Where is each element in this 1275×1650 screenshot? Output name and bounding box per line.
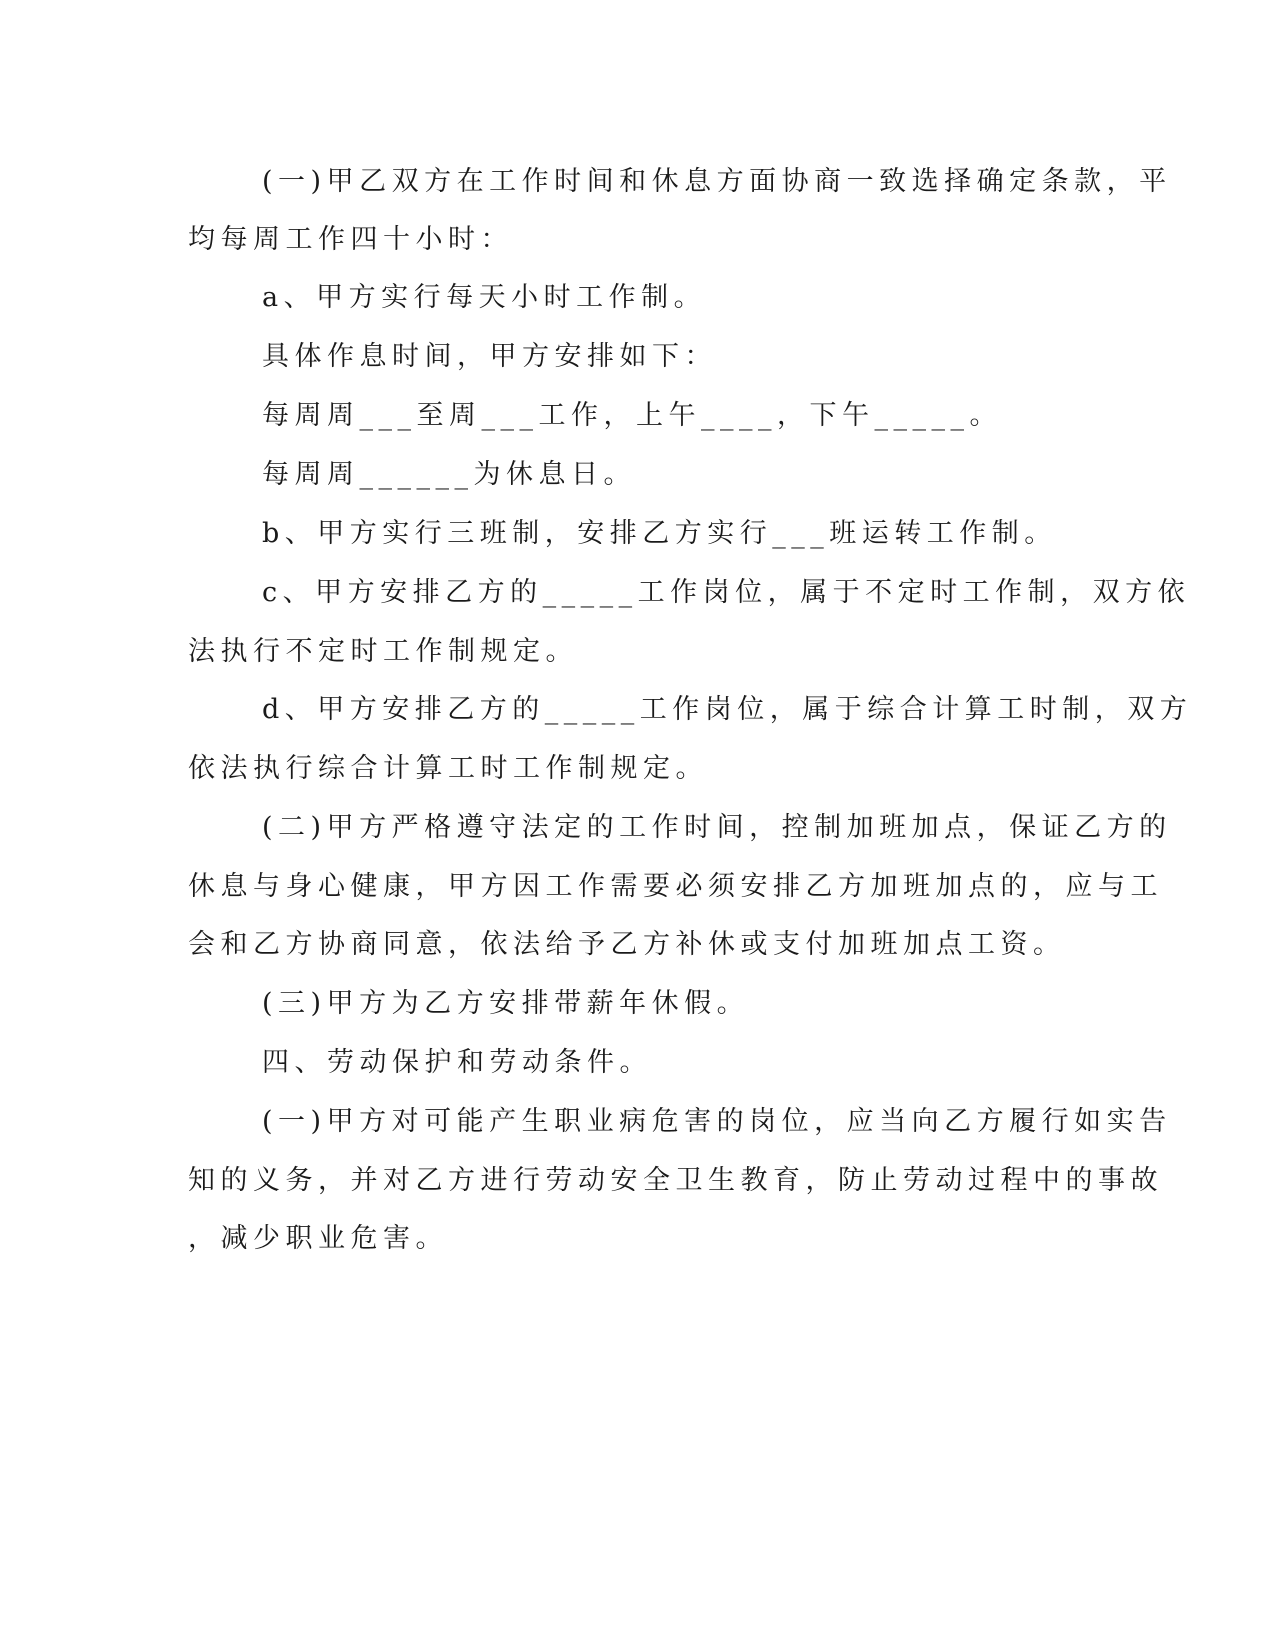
paragraph-work-hours-line-1: (一)甲乙双方在工作时间和休息方面协商一致选择确定条款，平: [262, 166, 1172, 197]
paragraph-occupational-hazard-line-1: (一)甲方对可能产生职业病危害的岗位，应当向乙方履行如实告: [262, 1106, 1172, 1137]
paragraph-overtime-line-1: (二)甲方严格遵守法定的工作时间，控制加班加点，保证乙方的: [262, 812, 1172, 843]
schedule-intro: 具体作息时间，甲方安排如下：: [262, 341, 717, 372]
clause-c-line-2: 法执行不定时工作制规定。: [188, 636, 578, 667]
paragraph-occupational-hazard-line-2: 知的义务，并对乙方进行劳动安全卫生教育，防止劳动过程中的事故: [188, 1165, 1163, 1196]
paragraph-annual-leave: (三)甲方为乙方安排带薪年休假。: [262, 988, 750, 1019]
clause-d-line-1: d、甲方安排乙方的_____工作岗位，属于综合计算工时制，双方: [262, 694, 1193, 725]
schedule-rest-day: 每周周______为休息日。: [262, 459, 636, 490]
paragraph-overtime-line-3: 会和乙方协商同意，依法给予乙方补休或支付加班加点工资。: [188, 929, 1066, 960]
clause-a: a、甲方实行每天小时工作制。: [262, 282, 707, 313]
clause-b: b、甲方实行三班制，安排乙方实行___班运转工作制。: [262, 518, 1057, 549]
section-heading-labor-protection: 四、劳动保护和劳动条件。: [262, 1047, 652, 1078]
paragraph-work-hours-line-2: 均每周工作四十小时：: [188, 224, 513, 255]
clause-c-line-1: c、甲方安排乙方的_____工作岗位，属于不定时工作制，双方依: [262, 577, 1191, 608]
paragraph-occupational-hazard-line-3: ，减少职业危害。: [188, 1223, 448, 1254]
paragraph-overtime-line-2: 休息与身心健康，甲方因工作需要必须安排乙方加班加点的，应与工: [188, 871, 1163, 902]
schedule-weekly-hours: 每周周___至周___工作，上午____，下午_____。: [262, 400, 1002, 431]
clause-d-line-2: 依法执行综合计算工时工作制规定。: [188, 753, 708, 784]
